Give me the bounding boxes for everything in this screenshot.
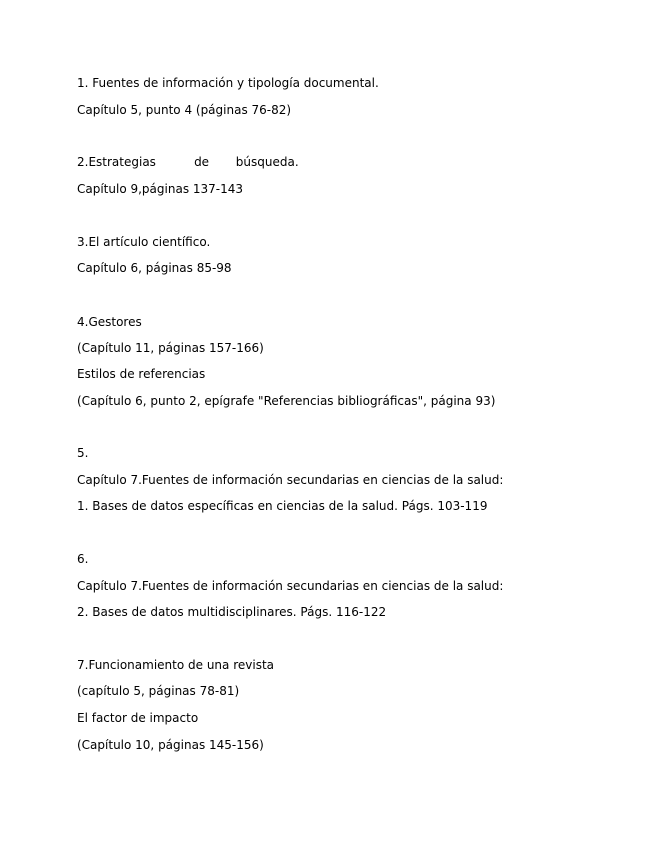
section-3-heading: 3.El artículo científico. — [77, 235, 211, 249]
section-4-heading: 4.Gestores — [77, 315, 142, 329]
section-4-subreference: (Capítulo 6, punto 2, epígrafe "Referencias bibliográficas", página 93) — [77, 394, 496, 408]
section-6-reference: 2. Bases de datos multidisciplinares. Págs. 116-122 — [77, 605, 387, 619]
section-7-subheading: El factor de impacto — [77, 711, 199, 725]
section-4-subheading: Estilos de referencias — [77, 367, 206, 381]
section-5-heading: 5. — [77, 446, 89, 460]
section-1-reference: Capítulo 5, punto 4 (páginas 76-82) — [77, 103, 292, 117]
section-2-reference: Capítulo 9,páginas 137-143 — [77, 182, 244, 196]
section-7-subreference: (Capítulo 10, páginas 145-156) — [77, 738, 264, 752]
section-5-reference: 1. Bases de datos específicas en ciencias de la salud. Págs. 103-119 — [77, 499, 488, 513]
section-2-heading: 2.Estrategias de búsqueda. — [77, 155, 299, 169]
section-7-reference: (capítulo 5, páginas 78-81) — [77, 684, 240, 698]
section-5-chapter: Capítulo 7.Fuentes de información secundarias en ciencias de la salud: — [77, 473, 504, 487]
section-7-heading: 7.Funcionamiento de una revista — [77, 658, 275, 672]
section-6-chapter: Capítulo 7.Fuentes de información secundarias en ciencias de la salud: — [77, 579, 504, 593]
section-1-heading: 1. Fuentes de información y tipología documental. — [77, 76, 379, 90]
section-6-heading: 6. — [77, 552, 89, 566]
section-3-reference: Capítulo 6, páginas 85-98 — [77, 261, 232, 275]
section-4-reference: (Capítulo 11, páginas 157-166) — [77, 341, 264, 355]
